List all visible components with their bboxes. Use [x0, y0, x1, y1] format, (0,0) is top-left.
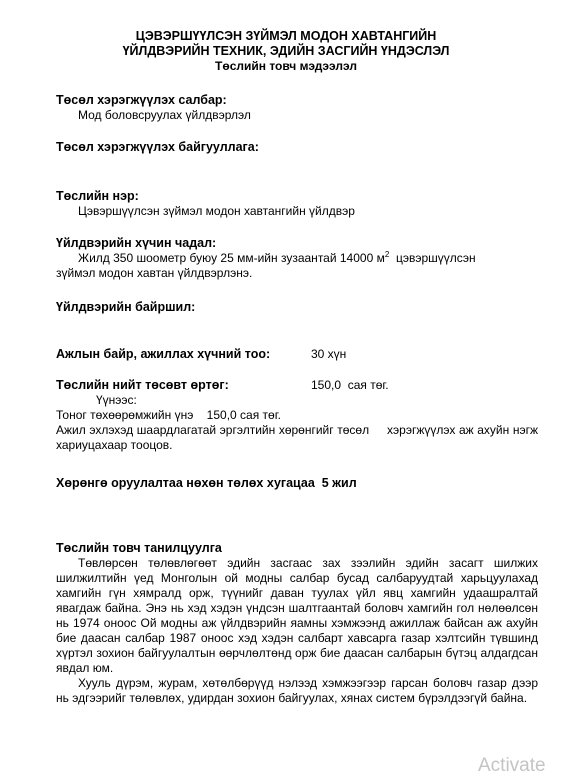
cost-note: Ажил эхлэхэд шаардлагатай эргэлтийн хөрөнгийг төсөл хэрэгжүүлэх аж ахуйн нэгж хариуцахаар тооцов.	[56, 423, 542, 452]
cost-sub-label: Үүнээс:	[96, 393, 137, 407]
cost-equipment: Тоног төхөөрөмжийн үнэ 150,0 сая төг.	[56, 408, 281, 422]
document-subtitle: Төслийн товч мэдээлэл	[215, 59, 357, 73]
activate-watermark: Activate	[478, 755, 546, 776]
org-label: Төсөл хэрэгжүүлэх байгууллага:	[56, 140, 259, 154]
location-label: Үйлдвэрийн байршил:	[56, 300, 196, 314]
jobs-section	[56, 347, 538, 362]
intro-label: Төслийн товч танилцуулга	[56, 541, 222, 555]
org-section	[56, 140, 538, 155]
sector-label: Төсөл хэрэгжүүлэх салбар:	[56, 93, 227, 107]
capacity-unit-sup: 2	[384, 250, 390, 259]
project-name-value: Цэвэршүүлсэн зүймэл модон хавтангийн үйлдвэр	[78, 204, 355, 218]
document-title-line-2: ҮЙЛДВЭРИЙН ТЕХНИК, ЭДИЙН ЗАСГИЙН ҮНДЭСЛЭЛ	[122, 44, 450, 58]
capacity-text: Жилд 350 шоометр буюу 25 мм-ийн зузаантай 14000 м	[78, 251, 385, 265]
location-section	[56, 300, 538, 315]
payback-text: Хөрөнгө оруулалтаа нөхөн төлөх хугацаа 5 жил	[56, 476, 357, 490]
capacity-label: Үйлдвэрийн хүчин чадал:	[56, 236, 217, 250]
sector-section	[56, 93, 538, 123]
cost-value: 150,0 сая төг.	[311, 378, 389, 392]
intro-section	[56, 541, 538, 706]
capacity-text-end: цэвэршүүлсэн	[389, 251, 476, 265]
cost-label: Төслийн нийт төсөвт өртөг:	[56, 378, 229, 392]
jobs-value: 30 хүн	[311, 347, 347, 361]
intro-paragraph-1: Төвлөрсөн төлөвлөгөөт эдийн засгаас зах зээлийн эдийн засагт шилжих шилжилтийн үед Монголын ой модны салбар бусад салбаруудтай харьцуулахад хамгийн гүн хямралд орж, түүнийг даван туулах үйл явц хамгийн удаашралтай явагдаж байна. Энэ нь хэд хэдэн үндсэн шалтгаантай боловч хамгийн гол нөлөөлсөн нь 1974 оноос Ой модны аж үйлдвэрийн яамны хэмжээнд ажиллаж байсан аж ахуйн бие даасан салбар 1987 оноос хэд хэдэн салбарт хавсарга газар хэлтсийн түвшинд хүртэл зохион байгуулалтын өөрчлөлтөнд орж бие даасан салбарын бүтэц алдагдсан явдал юм.	[56, 556, 538, 675]
payback-section	[56, 476, 538, 491]
capacity-line-2: зүймэл модон хавтан үйлдвэрлэнэ.	[56, 266, 253, 280]
project-name-section	[56, 189, 538, 219]
jobs-label: Ажлын байр, ажиллах хүчний тоо:	[56, 347, 271, 361]
capacity-line-1	[56, 251, 538, 266]
sector-value: Мод боловсруулах үйлдвэрлэл	[78, 108, 251, 122]
cost-section	[56, 378, 542, 453]
capacity-section	[56, 236, 538, 281]
intro-paragraph-2: Хууль дүрэм, журам, хөтөлбөрүүд нэлээд хэмжээгээр гарсан боловч газар дээр нь эдгээрийг төлөвлөх, удирдан зохион байгуулах, хянах систем бүрэлдээгүй байна.	[56, 676, 538, 705]
project-name-label: Төслийн нэр:	[56, 189, 139, 203]
document-title-line-1: ЦЭВЭРШҮҮЛСЭН ЗҮЙМЭЛ МОДОН ХАВТАНГИЙН	[135, 29, 437, 43]
